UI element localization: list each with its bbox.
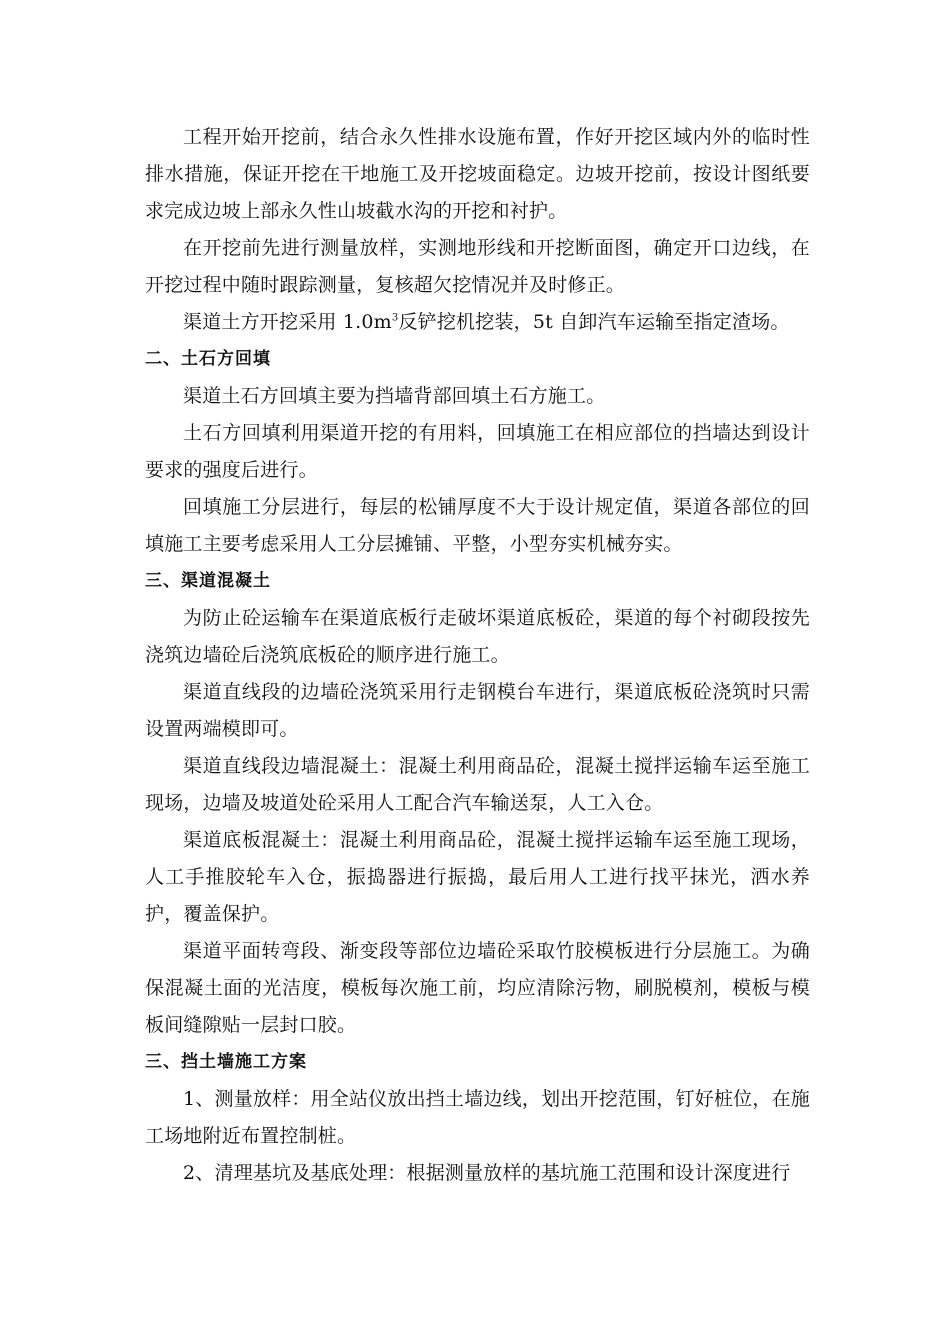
paragraph-excavation-equipment: [145, 304, 810, 341]
paragraph-wall-survey: 1、测量放样：用全站仪放出挡土墙边线，划出开挖范围，钉好桩位，在施工场地附近布置控制桩。: [145, 1088, 810, 1147]
paragraph-drainage: 工程开始开挖前，结合永久性排水设施布置，作好开挖区域内外的临时性排水措施，保证开挖在干地施工及开挖坡面稳定。边坡开挖前，按设计图纸要求完成边坡上部永久性山坡截水沟的开挖和衬护。: [145, 126, 810, 222]
heading-channel-concrete: 三、渠道混凝土: [145, 571, 271, 591]
paragraph-side-wall-concrete: 渠道直线段边墙混凝土：混凝土利用商品砼，混凝土搅拌运输车运至施工现场，边墙及坡道处砼采用人工配合汽车输送泵，人工入仓。: [145, 755, 810, 814]
paragraph-foundation-pit: 2、清理基坑及基底处理：根据测量放样的基坑施工范围和设计深度进行: [183, 1162, 791, 1184]
excavation-text-end: 反铲挖机挖装，5t 自卸汽车运输至指定渣场。: [398, 311, 790, 333]
heading-backfill: 二、土石方回填: [145, 349, 271, 369]
heading-retaining-wall: 三、挡土墙施工方案: [145, 1052, 307, 1072]
paragraph-backfill-layers: 回填施工分层进行，每层的松铺厚度不大于设计规定值，渠道各部位的回填施工主要考虑采用人工分层摊铺、平整，小型夯实机械夯实。: [145, 496, 810, 555]
cubic-superscript: 3: [391, 312, 399, 324]
paragraph-pour-sequence: 为防止砼运输车在渠道底板行走破坏渠道底板砼，渠道的每个衬砌段按先浇筑边墙砼后浇筑底板砼的顺序进行施工。: [145, 607, 810, 666]
paragraph-survey: 在开挖前先进行测量放样，实测地形线和开挖断面图，确定开口边线，在开挖过程中随时跟踪测量，复核超欠挖情况并及时修正。: [145, 237, 810, 296]
excavation-text-start: 渠道土方开挖采用 1.0m: [183, 311, 392, 333]
paragraph-curved-sections: 渠道平面转弯段、渐变段等部位边墙砼采取竹胶模板进行分层施工。为确保混凝土面的光洁度，模板每次施工前，均应清除污物，刷脱模剂，模板与模板间缝隙贴一层封口胶。: [145, 940, 810, 1036]
paragraph-backfill-material: 土石方回填利用渠道开挖的有用料，回填施工在相应部位的挡墙达到设计要求的强度后进行。: [145, 422, 810, 481]
paragraph-backfill-scope: 渠道土石方回填主要为挡墙背部回填土石方施工。: [183, 385, 606, 407]
document-body: [145, 119, 810, 1192]
paragraph-formwork-trolley: 渠道直线段的边墙砼浇筑采用行走钢模台车进行，渠道底板砼浇筑时只需设置两端模即可。: [145, 681, 810, 740]
paragraph-floor-concrete: 渠道底板混凝土：混凝土利用商品砼，混凝土搅拌运输车运至施工现场，人工手推胶轮车入仓，振捣器进行振捣，最后用人工进行找平抹光，洒水养护，覆盖保护。: [145, 829, 810, 925]
